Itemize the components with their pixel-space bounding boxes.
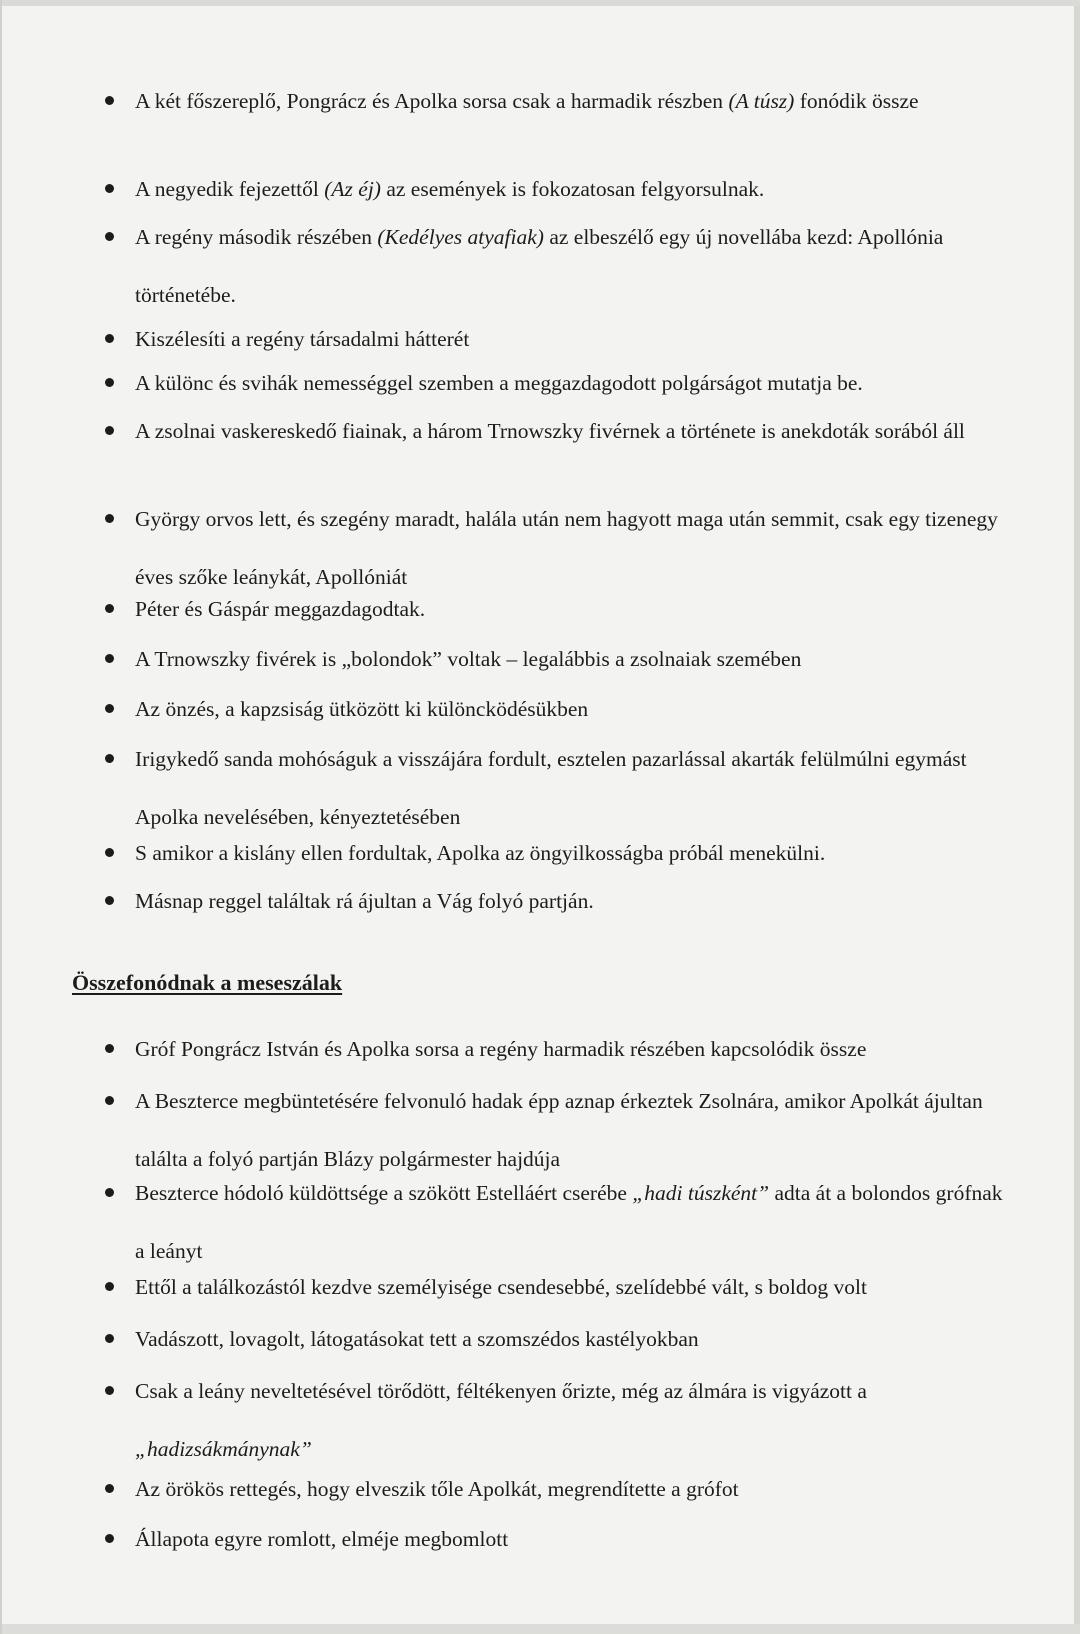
bullet-dot — [105, 514, 114, 523]
list-item: A zsolnai vaskereskedő fiainak, a három Trnowszky fivérnek a története is anekdoták sorából áll — [135, 402, 1005, 460]
bullet-dot — [105, 1386, 114, 1395]
bullet-dot — [105, 232, 114, 241]
list-item: Az önzés, a kapzsiság ütközött ki különcködésükben — [135, 680, 1005, 738]
bullet-dot — [105, 334, 114, 343]
list-item: Beszterce hódoló küldöttsége a szökött Estelláért cserébe „hadi túszként” adta át a bolondos grófnak a leányt — [135, 1164, 1005, 1280]
list-item: Másnap reggel találtak rá ájultan a Vág folyó partján. — [135, 872, 1005, 930]
bullet-dot — [105, 1188, 114, 1197]
list-item: Csak a leány neveltetésével törődött, féltékenyen őrizte, még az álmára is vigyázott a „hadizsákmánynak” — [135, 1362, 1005, 1478]
bullet-dot — [105, 848, 114, 857]
bullet-dot — [105, 426, 114, 435]
page-top-edge — [2, 0, 1080, 6]
bullet-dot — [105, 184, 114, 193]
bullet-dot — [105, 1334, 114, 1343]
section-heading: Összefonódnak a meseszálak — [72, 970, 343, 995]
list-item: György orvos lett, és szegény maradt, halála után nem hagyott maga után semmit, csak egy tizenegy éves szőke leánykát, Apollóniát — [135, 490, 1005, 606]
list-item: Vadászott, lovagolt, látogatásokat tett a szomszédos kastélyokban — [135, 1310, 1005, 1368]
bullet-dot — [105, 604, 114, 613]
list-item: Péter és Gáspár meggazdagodtak. — [135, 580, 1005, 638]
bullet-dot — [105, 754, 114, 763]
list-item: Kiszélesíti a regény társadalmi hátterét — [135, 310, 1005, 368]
list-item: A különc és svihák nemességgel szemben a meggazdagodott polgárságot mutatja be. — [135, 354, 1005, 412]
bullet-dot — [105, 1282, 114, 1291]
bullet-dot — [105, 1484, 114, 1493]
list-item: Ettől a találkozástól kezdve személyisége csendesebbé, szelídebbé vált, s boldog volt — [135, 1258, 1005, 1316]
list-item: Irigykedő sanda mohóságuk a visszájára fordult, esztelen pazarlással akarták felülmúlni egymást Apolka nevelésében, kényeztetésében — [135, 730, 1005, 846]
bullet-dot — [105, 1044, 114, 1053]
list-item: A Beszterce megbüntetésére felvonuló hadak épp aznap érkeztek Zsolnára, amikor Apolkát ájultan találta a folyó partján Blázy polgármester hajdúja — [135, 1072, 1005, 1188]
list-item: A negyedik fejezettől (Az éj) az események is fokozatosan felgyorsulnak. — [135, 160, 1005, 218]
bullet-dot — [105, 378, 114, 387]
bullet-dot — [105, 96, 114, 105]
page-bottom-edge — [2, 1624, 1080, 1634]
list-item: A regény második részében (Kedélyes atyafiak) az elbeszélő egy új novellába kezd: Apollónia történetébe. — [135, 208, 1005, 324]
list-item: A két főszereplő, Pongrácz és Apolka sorsa csak a harmadik részben (A túsz) fonódik össze — [135, 72, 1005, 130]
list-item: A Trnowszky fivérek is „bolondok” voltak – legalábbis a zsolnaiak szemében — [135, 630, 1005, 688]
bullet-dot — [105, 1096, 114, 1105]
list-item: Az örökös rettegés, hogy elveszik tőle Apolkát, megrendítette a grófot — [135, 1460, 1005, 1518]
list-item: S amikor a kislány ellen fordultak, Apolka az öngyilkosságba próbál menekülni. — [135, 824, 1005, 882]
bullet-dot — [105, 704, 114, 713]
bullet-dot — [105, 1534, 114, 1543]
list-item: Állapota egyre romlott, elméje megbomlott — [135, 1510, 1005, 1568]
bullet-dot — [105, 896, 114, 905]
bullet-dot — [105, 654, 114, 663]
list-item: Gróf Pongrácz István és Apolka sorsa a regény harmadik részében kapcsolódik össze — [135, 1020, 1005, 1078]
